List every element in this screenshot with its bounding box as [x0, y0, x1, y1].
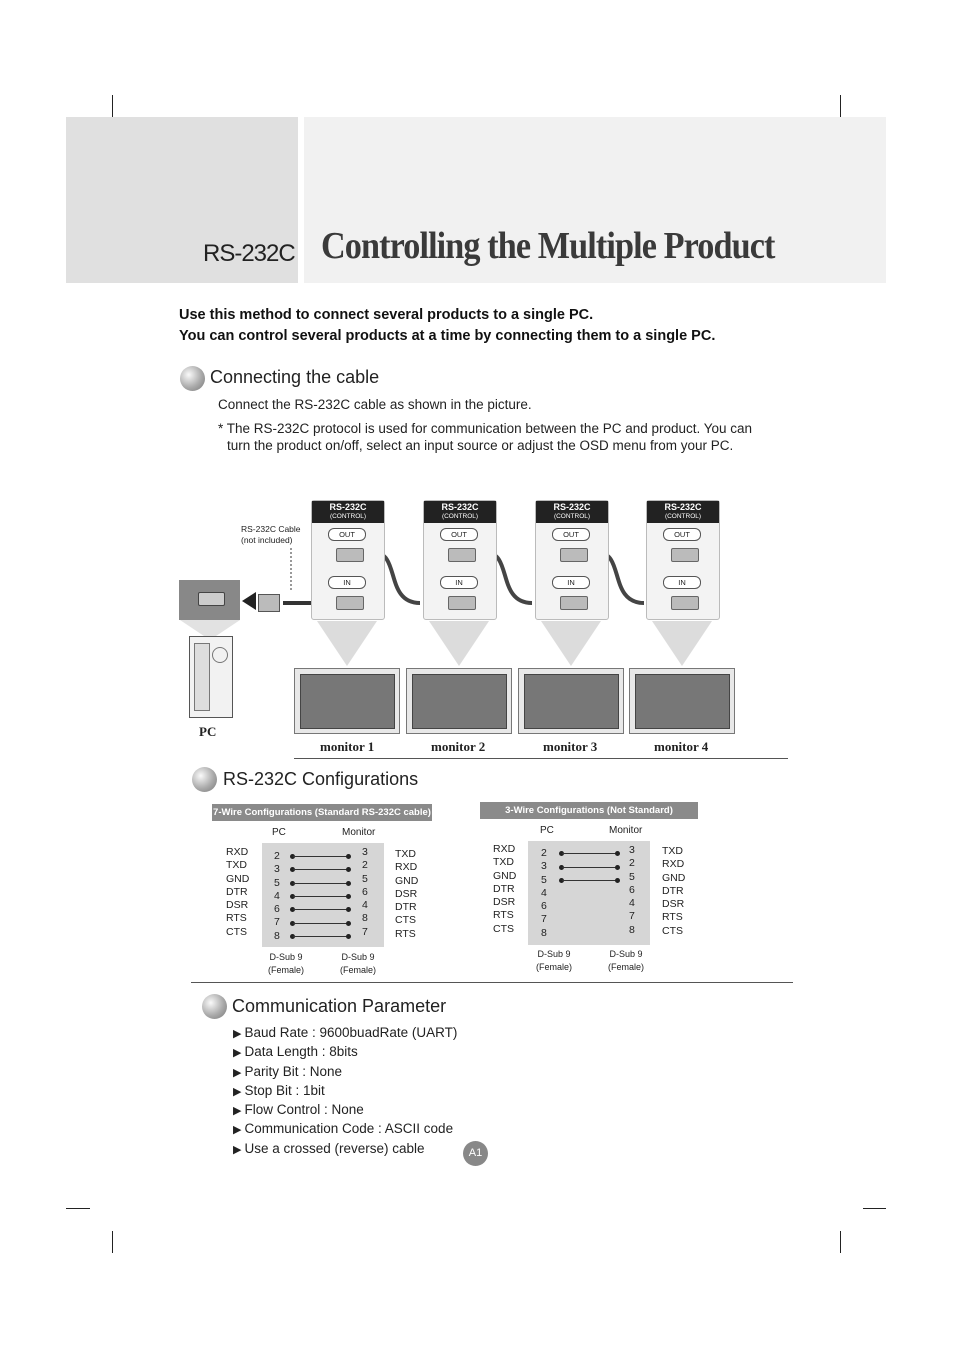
- bullet-ball-icon: [202, 994, 227, 1019]
- list-item: ▶ Stop Bit : 1bit: [233, 1082, 457, 1101]
- right-signals: TXD RXD GND DTR DSR RTS CTS: [662, 845, 686, 937]
- in-port-icon: [560, 596, 588, 610]
- in-port-label: IN: [552, 576, 590, 589]
- pin-dot: [346, 934, 351, 939]
- footer-left: D-Sub 9 (Female): [535, 949, 572, 972]
- list-item: ▶ Flow Control : None: [233, 1101, 457, 1120]
- panel-title: RS-232C: [664, 502, 702, 512]
- connecting-note-2: turn the product on/off, select an input source or adjust the OSD menu from your PC.: [227, 438, 734, 453]
- page-number: A1: [463, 1141, 488, 1166]
- section-label: RS-232C: [203, 240, 295, 267]
- list-item: ▶ Data Length : 8bits: [233, 1043, 457, 1062]
- wire: [293, 923, 348, 924]
- monitor-beam: [317, 621, 377, 666]
- pin-dot: [346, 867, 351, 872]
- out-port-icon: [671, 548, 699, 562]
- pin-dot: [346, 854, 351, 859]
- monitor-label-4: monitor 4: [654, 739, 709, 754]
- monitor-beam: [652, 621, 712, 666]
- pin-dot: [615, 878, 620, 883]
- wire: [293, 936, 348, 937]
- panel-title: RS-232C: [441, 502, 479, 512]
- monitor-beam: [541, 621, 601, 666]
- connecting-heading: Connecting the cable: [210, 367, 380, 387]
- pin-dot: [346, 881, 351, 886]
- panel-subtitle: (CONTROL): [553, 513, 591, 520]
- rs232c-panel-3: [535, 500, 609, 620]
- out-port-label: OUT: [552, 528, 590, 541]
- wire: [293, 896, 348, 897]
- crop-mark: [112, 1231, 113, 1253]
- monitor-label-1: monitor 1: [320, 739, 375, 754]
- out-port-label: OUT: [663, 528, 701, 541]
- monitor-header: Monitor: [609, 825, 643, 836]
- wire: [293, 909, 348, 910]
- out-port-icon: [560, 548, 588, 562]
- list-item: ▶ Baud Rate : 9600buadRate (UART): [233, 1024, 457, 1043]
- in-port-label: IN: [440, 576, 478, 589]
- monitor-pins: 3 2 5 6 4 8 7: [362, 846, 368, 938]
- configurations-heading: RS-232C Configurations: [223, 769, 419, 789]
- monitor-pins: 3 2 5 6 4 7 8: [629, 844, 635, 936]
- monitor-1-icon: [294, 668, 400, 734]
- communication-heading: Communication Parameter: [232, 996, 447, 1016]
- list-item: ▶ Communication Code : ASCII code: [233, 1120, 457, 1139]
- out-port-label: OUT: [440, 528, 478, 541]
- divider: [294, 758, 788, 759]
- in-port-icon: [671, 596, 699, 610]
- pin-dot: [346, 921, 351, 926]
- intro-line-2: You can control several products at a time by connecting them to a single PC.: [179, 328, 716, 344]
- serial-port-icon: [198, 592, 225, 606]
- wire: [562, 880, 617, 881]
- monitor-header: Monitor: [342, 827, 376, 838]
- pc-header: PC: [272, 827, 286, 838]
- pin-dot: [346, 894, 351, 899]
- list-item: ▶ Use a crossed (reverse) cable: [233, 1140, 457, 1159]
- pc-pins: 2 3 5 4 6 7 8: [541, 847, 547, 939]
- panel-subtitle: (CONTROL): [329, 513, 367, 520]
- pin-dot: [615, 851, 620, 856]
- rs232c-panel-2: [423, 500, 497, 620]
- bullet-ball-icon: [192, 767, 217, 792]
- pc-label: PC: [199, 724, 217, 739]
- intro-line-1: Use this method to connect several products to a single PC.: [179, 307, 594, 323]
- wire: [293, 883, 348, 884]
- divider: [191, 982, 793, 983]
- crop-mark: [66, 1208, 90, 1209]
- in-port-icon: [336, 596, 364, 610]
- panel-title: RS-232C: [329, 502, 367, 512]
- cable-label-1: RS-232C Cable: [241, 524, 301, 534]
- left-signals: RXD TXD GND DTR DSR RTS CTS: [226, 846, 250, 938]
- right-signals: TXD RXD GND DSR DTR CTS RTS: [395, 848, 419, 940]
- monitor-beam: [429, 621, 489, 666]
- wire: [562, 853, 617, 854]
- pin-dot: [615, 865, 620, 870]
- monitor-2-icon: [406, 668, 512, 734]
- in-port-icon: [448, 596, 476, 610]
- connecting-text: Connect the RS-232C cable as shown in the picture.: [218, 397, 532, 412]
- in-port-label: IN: [663, 576, 701, 589]
- wire: [293, 869, 348, 870]
- crop-mark: [863, 1208, 886, 1209]
- cable-plug-icon: [258, 594, 280, 612]
- crop-mark: [840, 1231, 841, 1253]
- cable-label-2: (not included): [241, 535, 293, 545]
- pc-serial-port-panel: [179, 580, 240, 620]
- page-title: Controlling the Multiple Product: [321, 225, 775, 267]
- pc-tower-icon: [189, 636, 233, 718]
- in-port-label: IN: [328, 576, 366, 589]
- monitor-3-icon: [518, 668, 624, 734]
- monitor-label-3: monitor 3: [543, 739, 598, 754]
- panel-subtitle: (CONTROL): [441, 513, 479, 520]
- wire: [562, 867, 617, 868]
- parameter-list: [233, 1024, 457, 1159]
- wire: [293, 856, 348, 857]
- connecting-note-1: * The RS-232C protocol is used for communication between the PC and product. You can: [218, 421, 753, 436]
- footer-right: D-Sub 9 (Female): [339, 952, 376, 975]
- panel-title: RS-232C: [553, 502, 591, 512]
- pc-pins: 2 3 5 4 6 7 8: [274, 850, 280, 942]
- out-port-icon: [448, 548, 476, 562]
- list-item: ▶ Parity Bit : None: [233, 1063, 457, 1082]
- out-port-icon: [336, 548, 364, 562]
- monitor-label-2: monitor 2: [431, 739, 486, 754]
- pin-dot: [346, 907, 351, 912]
- seven-wire-title: 7-Wire Configurations (Standard RS-232C cable): [212, 804, 432, 821]
- footer-left: D-Sub 9 (Female): [267, 952, 304, 975]
- footer-right: D-Sub 9 (Female): [607, 949, 644, 972]
- monitor-4-icon: [629, 668, 735, 734]
- left-signals: RXD TXD GND DTR DSR RTS CTS: [493, 843, 517, 935]
- out-port-label: OUT: [328, 528, 366, 541]
- arrow-left-icon: [242, 592, 256, 610]
- rs232c-panel-4: [646, 500, 720, 620]
- panel-subtitle: (CONTROL): [664, 513, 702, 520]
- three-wire-title: 3-Wire Configurations (Not Standard): [480, 802, 698, 819]
- pc-header: PC: [540, 825, 554, 836]
- rs232c-panel-1: [311, 500, 385, 620]
